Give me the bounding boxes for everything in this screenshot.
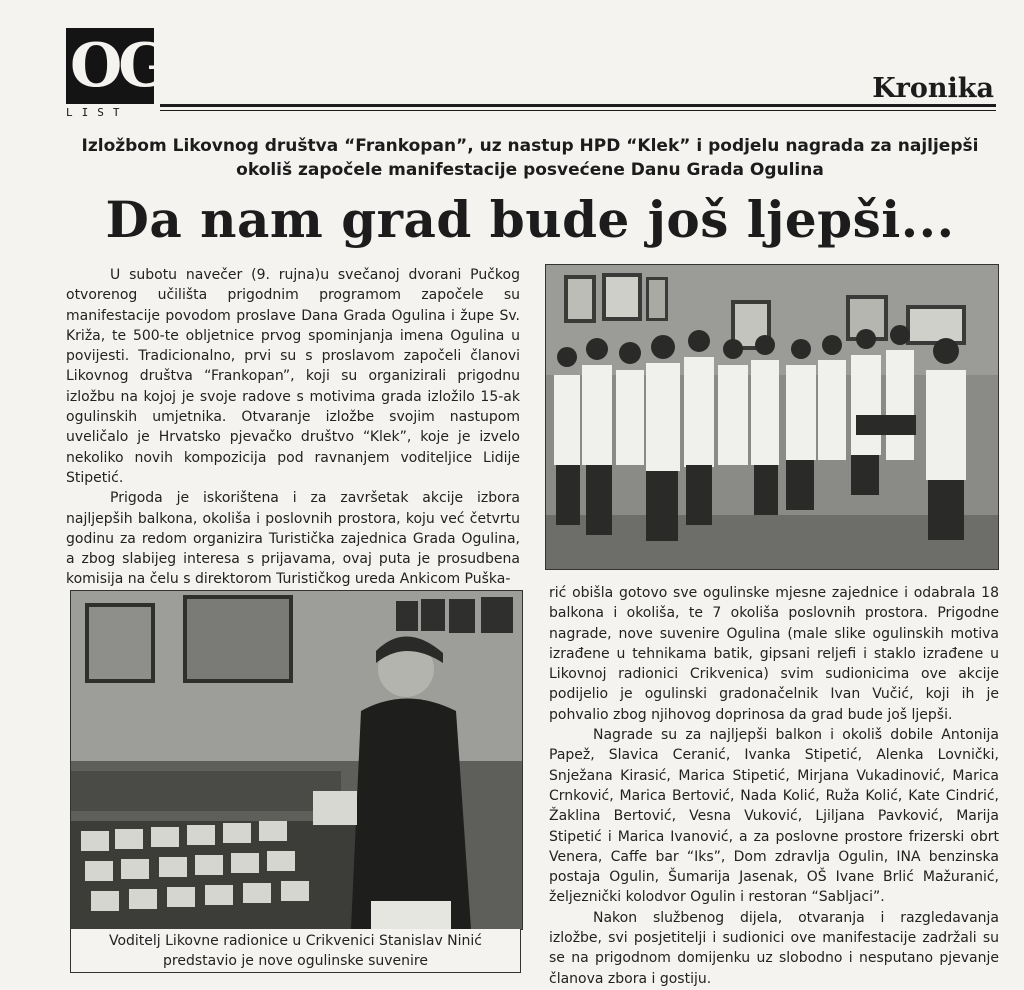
logo-letters: OG — [70, 31, 166, 101]
paragraph: Nagrade su za najljepši balkon i okoliš dobile Antonija Papež, Slavica Ceranić, Ivanka Stipetić, Alenka Lovnički, Snježana Kirasić, Marica Stipetić, Mirjana Vukadinović, Marica Crnković, Marica Bertović, Nada Kolić, Ruža Kolić, Kate Cindrić, Žaklina Bertović, Vesna Vuković, Ljiljana Pavković, Marija Stipetić i Marica Ivanović, a za poslovne prostore frizerski obrt Venera, Caffe bar “Iks”, Dom zdravlja Ogulin, INA benzinska postaja Ogulin, Šumarija Jasenak, OŠ Ivane Brlić Mažuranić, željeznički kolodvor Ogulin i restoran “Sabljaci”. — [549, 727, 999, 906]
choir-photo — [545, 264, 999, 570]
header-rule-thin — [160, 110, 996, 111]
souvenirs-photo — [70, 590, 523, 930]
paragraph: U subotu navečer (9. rujna)u svečanoj dvorani Pučkog otvorenog učilišta prigodnim programom započele su manifestacije povodom proslave Dana Grada Ogulina i župe Sv. Križa, te 500-te obljetnice prvog spominjanja imena Ogulina u povijesti. Tradicionalno, prvi su s proslavom započeli članovi Likovnog društva “Frankopan”, koji su organizirali prigodnu izložbu na kojoj je svoje radove s motivima grada izložilo 15-ak ogulinskih umjetnika. Otvaranje izložbe svojim nastupom uveličalo je Hrvatsko pjevačko društvo “Klek”, koje je izvelo nekoliko novih kompozicija pod ravnanjem voditeljice Lidije Stipetić. — [66, 267, 520, 486]
section-title: Kronika — [872, 73, 994, 104]
logo-box — [66, 28, 166, 104]
logo-sub: LIST — [66, 106, 129, 119]
article-headline: Da nam grad bude još ljepši... — [105, 190, 955, 249]
article-subheadline: Izložbom Likovnog društva “Frankopan”, uz nastup HPD “Klek” i podjelu nagrada za najljepši okoliš započele manifestacije posvećene Danu Grada Ogulina — [81, 136, 979, 180]
article-column-1 — [66, 265, 520, 590]
paragraph: Nakon službenog dijela, otvaranja i razgledavanja izložbe, svi posjetitelji i sudionici ove manifestacije zadržali su se na prigodnom domijenku uz slobodno i nesputano pjevanje članova zbora i gostiju. — [549, 909, 999, 987]
article-column-2 — [549, 583, 999, 989]
photo-caption: Voditelj Likovne radionice u Crikvenici Stanislav Ninić predstavio je nove ogulinske suvenire — [70, 929, 521, 973]
masthead-logo — [66, 28, 166, 119]
paragraph: rić obišla gotovo sve ogulinske mjesne zajednice i odabrala 18 balkona i okoliša, te 7 okoliša poslovnih prostora. Prigodne nagrade, nove suvenire Ogulina (male slike ogulinskih motiva izrađene u tehnikama batik, gipsani reljefi i staklo izrađene u Likovnoj radionici Crikvenica) svim sudionicima ove akcije podijelio je ogulinski gradonačelnik Ivan Vučić, koji ih je pohvalio zbog njihovog doprinosa da grad bude još ljepši. — [549, 585, 999, 723]
header-rule — [160, 104, 996, 107]
paragraph: Prigoda je iskorištena i za završetak akcije izbora najljepših balkona, okoliša i poslovnih prostora, koju već četvrtu godinu za redom organizira Turistička zajednica Grada Ogulina, a zbog slabijeg interesa s prijavama, ovaj puta je prosudbena komisija na čelu s direktorom Turističkog ureda Ankicom Puška- — [66, 490, 520, 588]
